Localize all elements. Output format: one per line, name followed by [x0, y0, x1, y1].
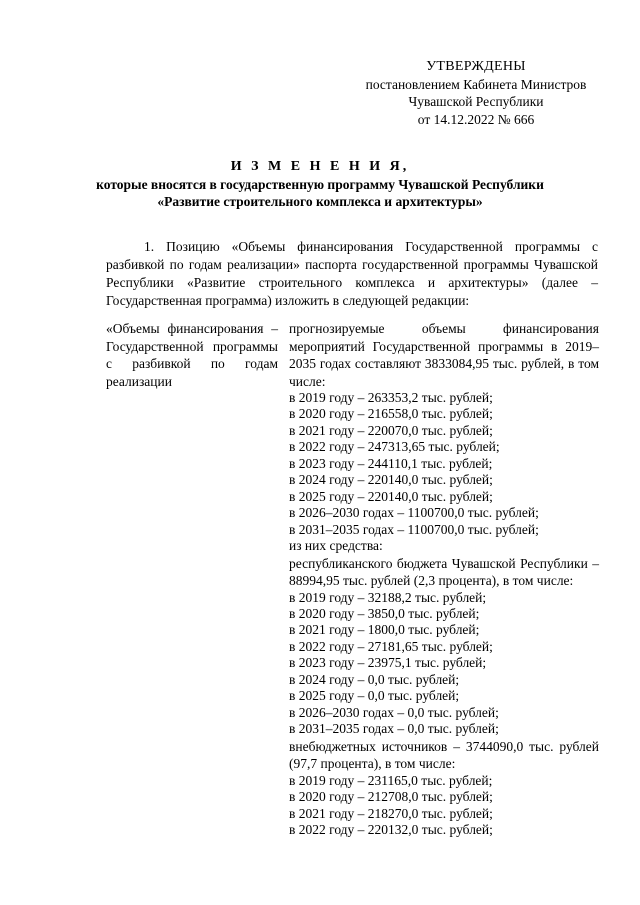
list-item: в 2031–2035 годах – 0,0 тыс. рублей; — [289, 721, 499, 737]
list-item: в 2021 году – 1800,0 тыс. рублей; — [289, 622, 480, 638]
document-heading — [60, 158, 580, 211]
list-item: в 2019 году – 32188,2 тыс. рублей; — [289, 589, 487, 605]
list-item: в 2020 году – 212708,0 тыс. рублей; — [289, 789, 493, 805]
sources-label: из них средства: — [289, 538, 383, 554]
list-item: в 2023 году – 23975,1 тыс. рублей; — [289, 655, 487, 671]
list-item: в 2025 году – 220140,0 тыс. рублей; — [289, 488, 493, 504]
total-years-list — [289, 390, 599, 538]
list-item: в 2024 году – 0,0 тыс. рублей; — [289, 671, 460, 687]
republic-years-list — [289, 590, 599, 738]
heading-line-2: которые вносятся в государственную программу Чувашской Республики — [96, 176, 544, 192]
table-right-content — [289, 320, 599, 838]
intro-paragraph: 1. Позицию «Объемы финансирования Государственной программы с разбивкой по годам реализации» паспорта государственной программы Чувашской Республики «Развитие строительного комплекса и архитектуры» (далее – Государственная программа) изложить в следующей редакции: — [106, 239, 598, 308]
list-item: в 2019 году – 231165,0 тыс. рублей; — [289, 772, 493, 788]
approval-line-3: от 14.12.2022 № 666 — [417, 111, 535, 127]
list-item: в 2023 году – 244110,1 тыс. рублей; — [289, 455, 493, 471]
heading-title: И З М Е Н Е Н И Я, — [230, 159, 410, 174]
list-item: в 2022 году – 247313,65 тыс. рублей; — [289, 439, 500, 455]
list-item: в 2022 году – 27181,65 тыс. рублей; — [289, 638, 493, 654]
list-item: в 2026–2030 годах – 1100700,0 тыс. рублей; — [289, 505, 539, 521]
list-item: в 2025 году – 0,0 тыс. рублей; — [289, 688, 460, 704]
list-item: в 2031–2035 годах – 1100700,0 тыс. рублей; — [289, 521, 539, 537]
list-item: в 2021 году – 218270,0 тыс. рублей; — [289, 805, 493, 821]
offbudget-intro: внебюджетных источников – 3744090,0 тыс. рублей (97,7 процента), в том числе: — [289, 738, 599, 772]
total-intro: прогнозируемые объемы финансирования мероприятий Государственной программы в 2019–2035 годах составляют 3833084,95 тыс. рублей, в том числе: — [289, 321, 599, 389]
approval-line-1: постановлением Кабинета Министров — [365, 76, 587, 92]
list-item: в 2020 году – 3850,0 тыс. рублей; — [289, 605, 480, 621]
heading-line-3: «Развитие строительного комплекса и архитектуры» — [157, 194, 483, 209]
republic-intro: республиканского бюджета Чувашской Республики – 88994,95 тыс. рублей (2,3 процента), в том числе: — [289, 555, 599, 589]
approval-stamp — [345, 58, 607, 128]
approval-title: УТВЕРЖДЕНЫ — [426, 59, 526, 74]
approval-line-2: Чувашской Республики — [408, 94, 544, 109]
list-item: в 2020 году – 216558,0 тыс. рублей; — [289, 406, 493, 422]
list-item: в 2024 году – 220140,0 тыс. рублей; — [289, 472, 493, 488]
list-item: в 2021 году – 220070,0 тыс. рублей; — [289, 422, 493, 438]
table-left-label: «Объемы финансирования – Государственной программы с разбивкой по годам реализации — [106, 321, 278, 389]
list-item: в 2026–2030 годах – 0,0 тыс. рублей; — [289, 704, 499, 720]
list-item: в 2022 году – 220132,0 тыс. рублей; — [289, 821, 493, 837]
list-item: в 2019 году – 263353,2 тыс. рублей; — [289, 390, 493, 405]
offbudget-years-list — [289, 773, 599, 839]
